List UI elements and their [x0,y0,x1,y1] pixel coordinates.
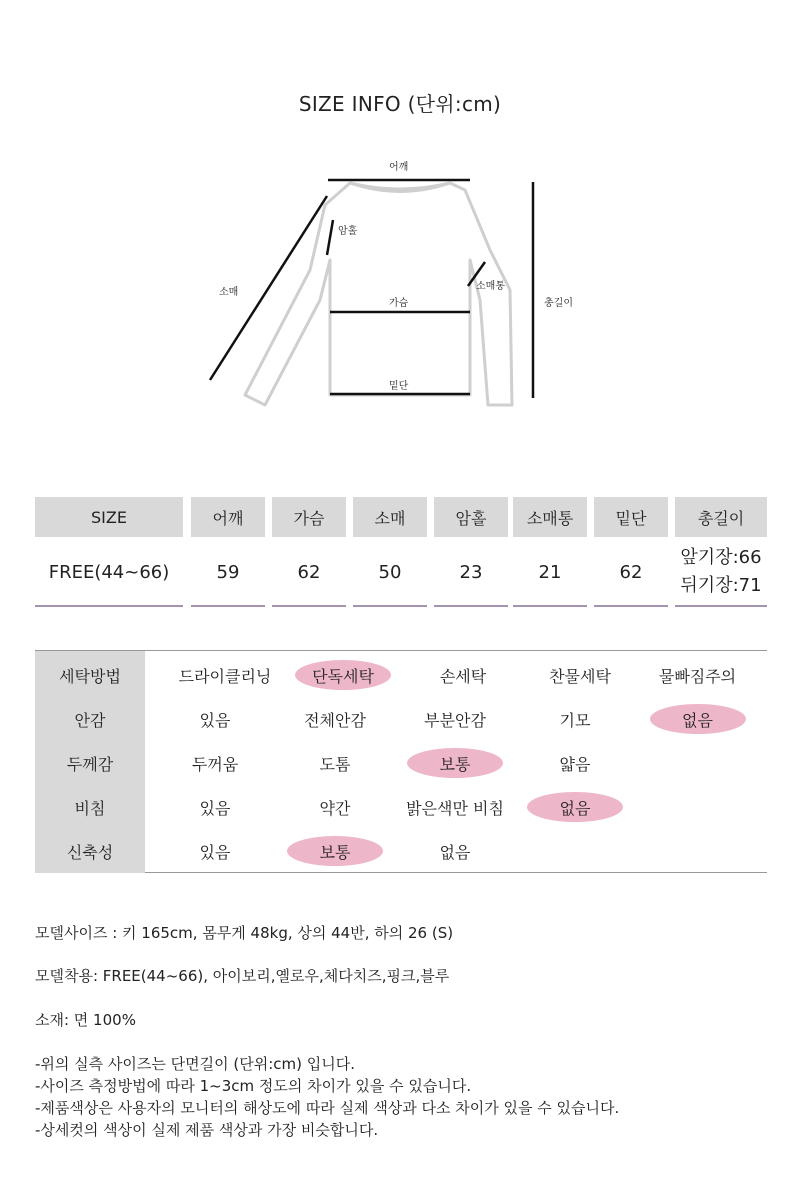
care-row-lining [35,697,767,741]
option-selected: 보통 [395,741,515,785]
option: 있음 [199,842,231,862]
option: 손세탁 [439,666,487,686]
option: 드라이클리닝 [178,666,272,686]
option: 도톰 [319,754,351,774]
cell-shoulder: 59 [216,561,240,583]
disclaimer: -제품색상은 사용자의 모니터의 해상도에 따라 실제 색상과 다소 차이가 있을 수 있습니다. [35,1099,620,1117]
label-chest: 가슴 [389,298,409,309]
cell-armhole: 23 [459,561,483,583]
length-back: 뒤기장:71 [680,575,762,596]
material-note: 소재: 면 100% [35,1011,136,1029]
care-row-sheerness [35,785,767,829]
divider [272,605,346,607]
model-wear-note: 모델착용: FREE(44~66), 아이보리,옐로우,체다치즈,핑크,블루 [35,967,450,985]
model-size-note: 모델사이즈 : 키 165cm, 몸무게 48kg, 상의 44반, 하의 26 (S) [35,924,454,942]
care-row-thickness [35,741,767,785]
page-title: SIZE INFO (단위:cm) [298,92,502,116]
divider [35,605,183,607]
option: 없음 [439,842,471,862]
cell-total-length [669,539,773,605]
divider [594,605,668,607]
header-hem: 밑단 [594,497,668,537]
care-table [35,650,767,873]
header-chest: 가슴 [272,497,346,537]
label-sleeve: 소매 [219,287,239,298]
option-selected: 없음 [635,697,760,741]
care-row-wash [35,653,767,697]
label-shoulder: 어깨 [389,162,409,173]
sweater-shape [245,183,512,405]
care-label: 세탁방법 [59,666,121,686]
care-row-stretch [35,829,767,873]
disclaimer: -사이즈 측정방법에 따라 1~3cm 정도의 차이가 있을 수 있습니다. [35,1077,472,1095]
option: 있음 [199,798,231,818]
header-sleeve-width: 소매통 [513,497,587,537]
header-sleeve: 소매 [353,497,427,537]
option: 밝은색만 비침 [406,798,504,818]
cell-sleeve: 50 [378,561,402,583]
divider [353,605,427,607]
option: 약간 [319,798,351,818]
header-armhole: 암홀 [434,497,508,537]
care-label: 두께감 [66,754,114,774]
cell-chest: 62 [297,561,321,583]
cell-hem: 62 [619,561,643,583]
care-label: 신축성 [66,842,114,862]
option-selected: 없음 [515,785,635,829]
header-shoulder: 어깨 [191,497,265,537]
divider [513,605,587,607]
divider [434,605,508,607]
divider [191,605,265,607]
measurement-diagram [200,150,600,420]
option: 전체안감 [304,710,366,730]
divider [675,605,767,607]
disclaimer: -위의 실측 사이즈는 단면길이 (단위:cm) 입니다. [35,1055,355,1073]
label-hem: 밑단 [389,381,409,392]
label-armhole: 암홀 [338,226,358,237]
length-front: 앞기장:66 [680,547,762,568]
care-label: 안감 [74,710,106,730]
option: 찬물세탁 [549,666,611,686]
option: 물빠짐주의 [658,666,737,686]
cell-size: FREE(44~66) [48,561,170,583]
header-total-length: 총길이 [675,497,767,537]
option: 두꺼움 [191,754,239,774]
option-selected: 보통 [275,829,395,873]
disclaimer: -상세컷의 색상이 실제 제품 색상과 가장 비슷합니다. [35,1121,379,1139]
armhole-line [327,220,333,255]
neckline [350,183,450,192]
option: 있음 [199,710,231,730]
option: 얇음 [559,754,591,774]
cell-sleeve-width: 21 [538,561,562,583]
option-selected: 단독세탁 [283,653,403,697]
header-size: SIZE [35,497,183,537]
label-total-length: 총길이 [544,298,573,309]
label-sleeve-width: 소매통 [476,281,505,292]
care-label: 비침 [74,798,106,818]
option: 기모 [559,710,591,730]
option: 부분안감 [424,710,486,730]
